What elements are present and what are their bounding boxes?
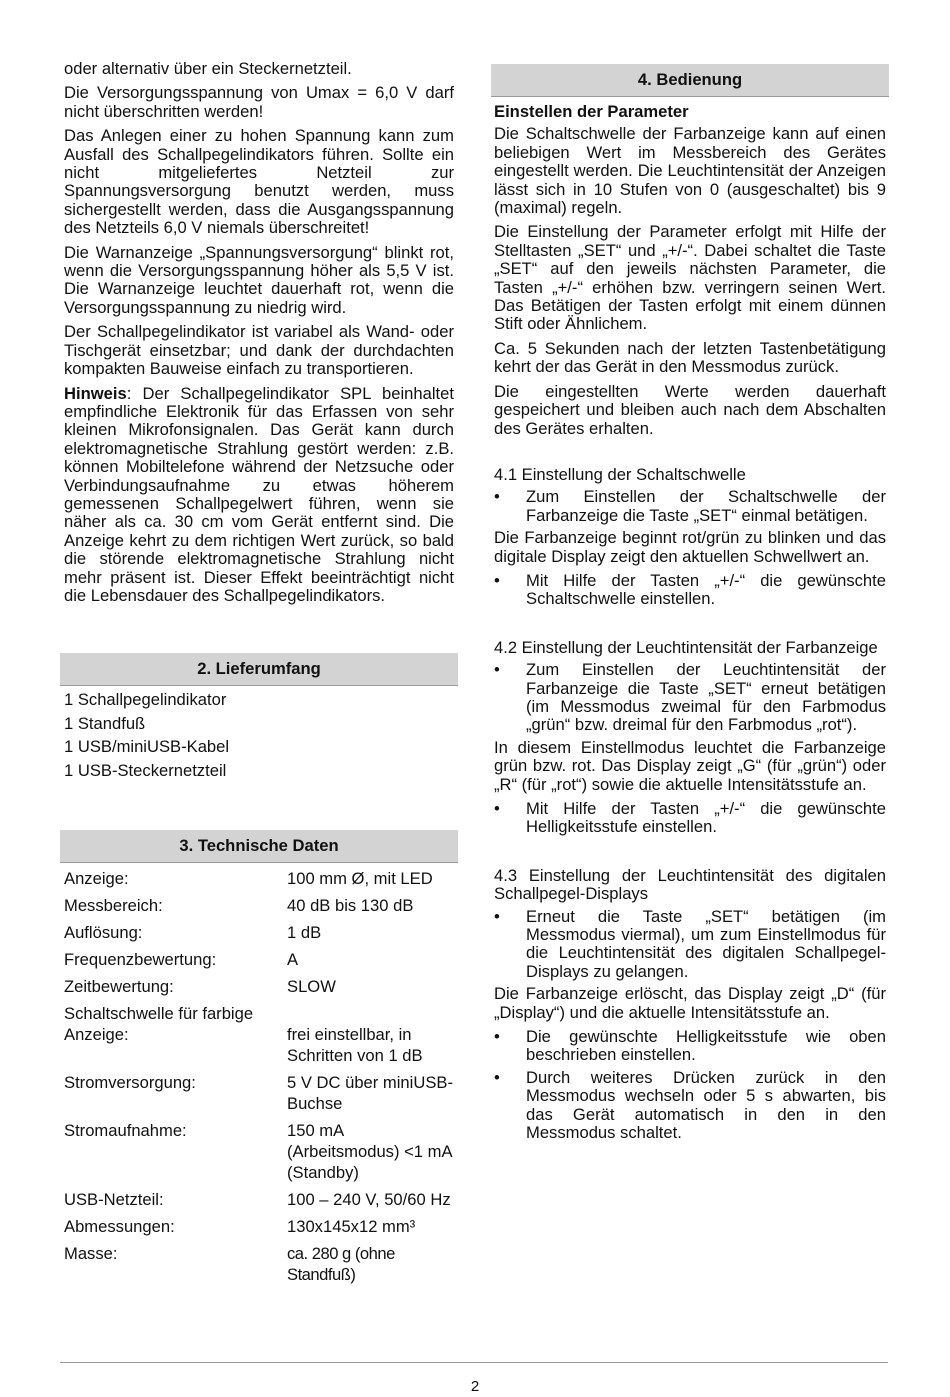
- table-row: [64, 1189, 456, 1216]
- bullet-item: • Zum Einstellen der Schaltschwelle der Farbanzeige die Taste „SET“ einmal betätigen.: [494, 487, 886, 525]
- spec-table: [64, 868, 456, 1291]
- spec-key: Anzeige:: [64, 869, 129, 889]
- table-row: [64, 1216, 456, 1243]
- spec-value: 40 dB bis 130 dB: [287, 896, 414, 916]
- table-row: [64, 949, 456, 976]
- right-column: [494, 64, 886, 1147]
- list-item: 1 Schallpegelindikator: [64, 690, 227, 710]
- spec-value: 130x145x12 mm³: [287, 1217, 416, 1237]
- paragraph: Die Farbanzeige erlöscht, das Display zeigt „D“ (für „Display“) und die aktuelle Intensitätsstufe an.: [494, 984, 886, 1022]
- table-row: [64, 1120, 456, 1189]
- paragraph: In diesem Einstellmodus leuchtet die Farbanzeige grün bzw. rot. Das Display zeigt „G“ (für „grün“) oder „R“ (für „rot“) sowie die aktuelle Intensitätsstufe an.: [494, 737, 886, 794]
- spec-key: Abmessungen:: [64, 1217, 175, 1237]
- table-row: [64, 868, 456, 895]
- hint-text: : Der Schallpegelindikator SPL beinhaltet empfindliche Elektronik für das Erfassen von sehr kleinen Mikrofonsignalen. Das Gerät kann durch elektromagnetische Strahlung gestört werden: z.B. können Mobiltelefone während der Netzsuche oder Verbindungsaufnahme zu etwas höherem gemessenen Schallpegelwert führen, wenn sie näher als ca. 30 cm vom Gerät entfernt sind. Die Anzeige kehrt zu dem richtigen Wert zurück, so bald die störende elektromagnetische Strahlung nicht mehr präsent ist. Dieser Effekt beeinträchtigt nicht die Lebensdauer des Schallpegelindikators.: [64, 383, 454, 605]
- section-heading-bedienung: 4. Bedienung: [491, 64, 889, 97]
- spec-value: ca. 280 g (ohne Standfuß): [287, 1244, 395, 1285]
- bullet-glyph: •: [494, 906, 500, 926]
- subheading: Einstellen der Parameter: [494, 102, 689, 121]
- bullet-glyph: •: [494, 570, 500, 590]
- bullet-item: • Mit Hilfe der Tasten „+/-“ die gewünschte Helligkeitsstufe einstellen.: [494, 799, 886, 837]
- hint-paragraph: [64, 385, 454, 606]
- spec-value: 150 mA (Arbeitsmodus) <1 mA (Standby): [287, 1121, 452, 1183]
- bullet-item: • Die gewünschte Helligkeitsstufe wie oben beschrieben einstellen.: [494, 1027, 886, 1065]
- left-column: [64, 60, 454, 1291]
- paragraph: Die Warnanzeige „Spannungsversorgung“ blinkt rot, wenn die Versorgungsspannung höher als 5,5 V ist. Die Warnanzeige leuchtet dauerhaft rot, wenn die Versorgungsspannung zu niedrig wird.: [64, 242, 454, 317]
- bullet-glyph: •: [494, 1027, 500, 1047]
- spec-key: Auflösung:: [64, 923, 143, 943]
- list-item: 1 USB-Steckernetzteil: [64, 760, 227, 780]
- spec-key: Schaltschwelle für farbige Anzeige:: [64, 1004, 254, 1045]
- list-item: 1 USB/miniUSB-Kabel: [64, 737, 230, 757]
- paragraph: Die Schaltschwelle der Farbanzeige kann auf einen beliebigen Wert im Messbereich des Gerätes eingestellt werden. Die Leuchtintensität der Anzeigen lässt sich in 10 Stufen von 0 (ausgeschaltet) bis 9 (maximal) regeln.: [494, 124, 886, 218]
- bullet-glyph: •: [494, 660, 500, 680]
- bullet-item: • Zum Einstellen der Leuchtintensität der Farbanzeige die Taste „SET“ erneut betätigen (im Messmodus zweimal für den Farbmodus „grün“ bzw. dreimal für den Farbmodus „rot“).: [494, 660, 886, 735]
- table-row: [64, 1003, 456, 1072]
- table-row: [64, 895, 456, 922]
- section-title-4-3: 4.3 Einstellung der Leuchtintensität des digitalen Schallpegel-Displays: [494, 865, 886, 904]
- spec-value: 1 dB: [287, 923, 322, 943]
- section-heading-technische-daten: 3. Technische Daten: [60, 830, 458, 863]
- paragraph: Die Farbanzeige beginnt rot/grün zu blinken und das digitale Display zeigt den aktuellen Schwellwert an.: [494, 528, 886, 566]
- spec-key: Masse:: [64, 1244, 118, 1264]
- table-row: [64, 1072, 456, 1120]
- paragraph: Die Einstellung der Parameter erfolgt mit Hilfe der Stelltasten „SET“ und „+/-“. Dabei schaltet die Taste „SET“ auf den jeweils nächsten Parameter, die Tasten „+/-“ erhöhen bzw. verringern seinen Wert. Das Betätigen der Tasten erfolgt mit einem dünnen Stift oder Ähnlichem.: [494, 222, 886, 334]
- spec-value: A: [287, 950, 299, 970]
- section-title-4-2: 4.2 Einstellung der Leuchtintensität der Farbanzeige: [494, 637, 878, 657]
- table-row: [64, 922, 456, 949]
- spec-value: 5 V DC über miniUSB-Buchse: [287, 1073, 453, 1114]
- spec-key: Frequenzbewertung:: [64, 950, 217, 970]
- page-number: 2: [470, 1378, 480, 1395]
- list-item: 1 Standfuß: [64, 713, 146, 733]
- paragraph: Das Anlegen einer zu hohen Spannung kann zum Ausfall des Schallpegelindikators führen. Sollte ein nicht mitgeliefertes Netzteil zur Spannungsversorgung benutzt werden, muss sichergestellt werden, dass die Ausgangsspannung des Netzteils 6,0 V niemals überschreitet!: [64, 126, 454, 238]
- paragraph: Die eingestellten Werte werden dauerhaft gespeichert und bleiben auch nach dem Abschalten des Gerätes erhalten.: [494, 381, 886, 438]
- table-row: [64, 976, 456, 1003]
- bullet-item: • Durch weiteres Drücken zurück in den Messmodus wechseln oder 5 s abwarten, bis das Gerät automatisch in den in den Messmodus schaltet.: [494, 1067, 886, 1143]
- footer-divider: [60, 1362, 888, 1363]
- section-title-4-1: 4.1 Einstellung der Schaltschwelle: [494, 464, 746, 484]
- paragraph: Die Versorgungsspannung von Umax = 6,0 V darf nicht überschritten werden!: [64, 83, 454, 121]
- spec-value: frei einstellbar, in Schritten von 1 dB: [287, 1025, 423, 1066]
- spec-key: Stromversorgung:: [64, 1073, 196, 1093]
- section-heading-lieferumfang: 2. Lieferumfang: [60, 653, 458, 686]
- spec-value: 100 – 240 V, 50/60 Hz: [287, 1190, 451, 1210]
- bullet-glyph: •: [494, 799, 500, 818]
- bullet-glyph: •: [494, 487, 500, 507]
- spec-key: Messbereich:: [64, 896, 163, 916]
- paragraph: oder alternativ über ein Steckernetzteil.: [64, 59, 352, 78]
- bullet-item: • Erneut die Taste „SET“ betätigen (im Messmodus viermal), um zum Einstellmodus für die Leuchtintensität des digitalen Schallpegel-Displays zu gelangen.: [494, 906, 886, 981]
- spec-key: Stromaufnahme:: [64, 1121, 187, 1141]
- hint-label: Hinweis: [64, 383, 127, 403]
- paragraph: Ca. 5 Sekunden nach der letzten Tastenbetätigung kehrt der das Gerät in den Messmodus zurück.: [494, 338, 886, 377]
- table-row: [64, 1243, 456, 1291]
- paragraph: Der Schallpegelindikator ist variabel als Wand- oder Tischgerät einsetzbar; und dank der durchdachten kompakten Bauweise einfach zu transportieren.: [64, 322, 454, 379]
- spec-key: Zeitbewertung:: [64, 977, 174, 997]
- spec-value: SLOW: [287, 977, 336, 997]
- spec-key: USB-Netzteil:: [64, 1190, 164, 1210]
- bullet-glyph: •: [494, 1067, 500, 1087]
- spec-value: 100 mm Ø, mit LED: [287, 869, 433, 889]
- bullet-item: • Mit Hilfe der Tasten „+/-“ die gewünschte Schaltschwelle einstellen.: [494, 570, 886, 609]
